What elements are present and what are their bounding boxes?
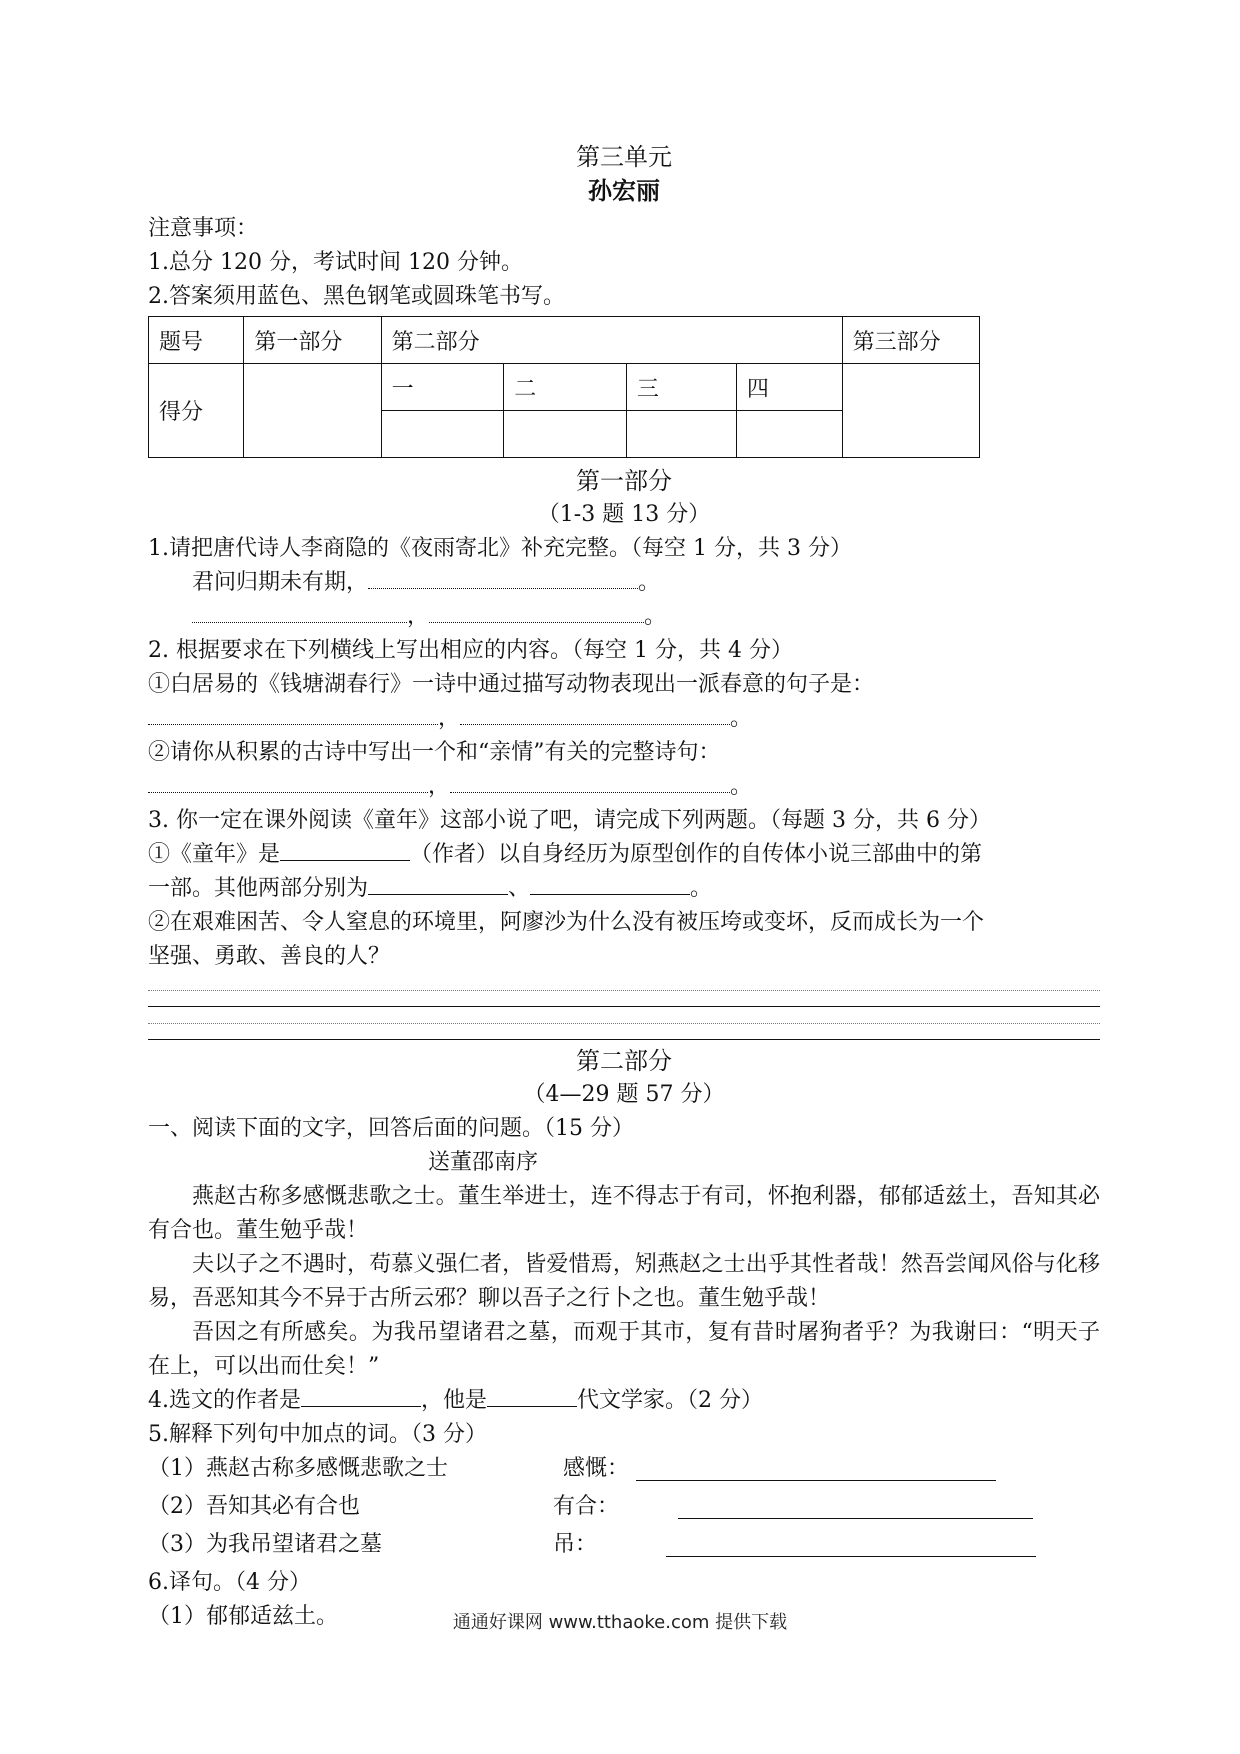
sub-header-3: 三	[626, 364, 736, 411]
q2-sub2-answer	[148, 770, 1100, 804]
q1-blank-1[interactable]	[368, 566, 638, 589]
q2-sub1: ①白居易的《钱塘湖春行》一诗中通过描写动物表现出一派春意的句子是：	[148, 672, 875, 697]
q5-sentence-3: （3）为我吊望诸君之墓	[148, 1532, 382, 1557]
author-name: 孙宏丽	[588, 176, 660, 205]
sub-score-cell-4[interactable]	[736, 411, 842, 458]
unit-title: 第三单元	[576, 143, 672, 171]
q4-dynasty-blank[interactable]	[487, 1384, 577, 1407]
q5-item-1	[148, 1452, 1100, 1486]
q1-blank-3[interactable]	[429, 600, 644, 623]
section1-heading: 一、阅读下面的文字，回答后面的问题。（15 分）	[148, 1116, 634, 1141]
q4-prefix: 4.选文的作者是	[148, 1388, 301, 1413]
q6-item-1: （1）郁郁适兹土。	[148, 1604, 338, 1629]
sub-header-4: 四	[736, 364, 842, 411]
q1-period-1: 。	[638, 570, 661, 595]
passage-paragraph-1: 燕赵古称多感慨悲歌之士。董生举进士，连不得志于有司，怀抱利器，郁郁适兹土，吾知其必有合也。董生勉乎哉！	[148, 1184, 1100, 1243]
note-item-1: 1.总分 120 分，考试时间 120 分钟。	[148, 250, 523, 275]
part1-header: 第一部分	[244, 317, 381, 364]
q5-word-3: 吊：	[553, 1532, 598, 1557]
passage-title: 送董邵南序	[428, 1150, 539, 1175]
q5-blank-1[interactable]	[636, 1458, 996, 1481]
q1-comma: ，	[407, 604, 430, 629]
q3-author-blank[interactable]	[280, 838, 410, 861]
q1-blank-2[interactable]	[192, 600, 407, 623]
q2-blank-3[interactable]	[148, 770, 428, 793]
q1-period-2: 。	[644, 604, 667, 629]
q3-sep: 、	[508, 876, 531, 901]
q3-book-blank-1[interactable]	[368, 872, 508, 895]
q3-sub2: ②在艰难困苦、令人窒息的环境里，阿廖沙为什么没有被压垮或变坏，反而成长为一个	[148, 910, 985, 935]
q2-blank-2[interactable]	[460, 702, 730, 725]
part2-title: 第二部分	[576, 1047, 672, 1075]
q2-stem: 2. 根据要求在下列横线上写出相应的内容。（每空 1 分，共 4 分）	[148, 638, 793, 663]
part1-subtitle: （1-3 题 13 分）	[537, 502, 711, 527]
score-table	[148, 316, 980, 458]
sub-header-1: 一	[381, 364, 504, 411]
part2-subtitle: （4—29 题 57 分）	[523, 1082, 725, 1107]
q5-word-2: 有合：	[553, 1494, 620, 1519]
q5-blank-2[interactable]	[678, 1496, 1033, 1519]
q5-blank-3[interactable]	[666, 1534, 1036, 1557]
q1-line1-prefix: 君问归期未有期，	[192, 570, 369, 595]
passage-paragraph-2: 夫以子之不遇时，苟慕义强仁者，皆爱惜焉，矧燕赵之士出乎其性者哉！然吾尝闻风俗与化移易，吾恶知其今不异于古所云邪？聊以吾子之行卜之也。董生勉乎哉！	[148, 1252, 1100, 1311]
note-item-2: 2.答案须用蓝色、黑色钢笔或圆珠笔书写。	[148, 284, 565, 309]
q2-comma-2: ，	[428, 774, 451, 799]
q2-period-1: 。	[730, 706, 753, 731]
q3-stem: 3. 你一定在课外阅读《童年》这部小说了吧，请完成下列两题。（每题 3 分，共 6 分）	[148, 808, 991, 833]
part1-title: 第一部分	[576, 467, 672, 495]
q3-book-blank-2[interactable]	[530, 872, 690, 895]
sub-score-cell-3[interactable]	[626, 411, 736, 458]
q3-sub1-prefix: ①《童年》是	[148, 842, 281, 867]
part3-score-cell[interactable]	[842, 364, 979, 458]
part2-header: 第二部分	[381, 317, 842, 364]
q4	[148, 1384, 1100, 1418]
q5-item-2	[148, 1490, 1100, 1524]
q2-period-2: 。	[730, 774, 753, 799]
q2-blank-4[interactable]	[450, 770, 730, 793]
q4-mid: ，他是	[421, 1388, 488, 1413]
q5-sentence-1: （1）燕赵古称多感慨悲歌之士	[148, 1456, 448, 1481]
footer-download-note: 通通好课网 www.tthaoke.com 提供下载	[452, 1612, 788, 1633]
q2-blank-1[interactable]	[148, 702, 438, 725]
q5-item-3	[148, 1528, 1100, 1562]
col-label: 题号	[149, 317, 244, 364]
q4-suffix: 代文学家。（2 分）	[577, 1388, 764, 1413]
q1-line2	[148, 600, 1100, 634]
q3-sub1-cont	[148, 872, 1100, 906]
q3-sub2-cont: 坚强、勇敢、善良的人？	[148, 944, 391, 969]
q4-author-blank[interactable]	[301, 1384, 421, 1407]
sub-score-cell-1[interactable]	[381, 411, 504, 458]
q1-stem: 1.请把唐代诗人李商隐的《夜雨寄北》补充完整。（每空 1 分，共 3 分）	[148, 536, 852, 561]
exam-page	[148, 140, 1100, 1634]
q2-sub2: ②请你从积累的古诗中写出一个和“亲情”有关的完整诗句：	[148, 740, 721, 765]
part3-header: 第三部分	[842, 317, 979, 364]
q3-sub1-mid: （作者）以自身经历为原型创作的自传体小说三部曲中的第	[410, 842, 983, 867]
sub-score-cell-2[interactable]	[504, 411, 627, 458]
q3-answer-line-2[interactable]	[148, 1007, 1100, 1040]
q5-stem: 5.解释下列句中加点的词。（3 分）	[148, 1422, 487, 1447]
q6-stem: 6.译句。（4 分）	[148, 1570, 311, 1595]
sub-header-2: 二	[504, 364, 627, 411]
q3-sub1-cont-text: 一部。其他两部分别为	[148, 876, 369, 901]
passage-paragraph-3: 吾因之有所感矣。为我吊望诸君之墓，而观于其市，复有昔时屠狗者乎？为我谢曰：“明天子在上，可以出而仕矣！”	[148, 1320, 1100, 1379]
q3-period: 。	[690, 876, 713, 901]
part1-score-cell[interactable]	[244, 364, 381, 458]
q3-sub1	[148, 838, 1100, 872]
q1-line1	[148, 566, 1100, 600]
q5-sentence-2: （2）吾知其必有合也	[148, 1494, 360, 1519]
q2-comma-1: ，	[438, 706, 461, 731]
q5-word-1: 感慨：	[563, 1456, 630, 1481]
q2-sub1-answer	[148, 702, 1100, 736]
q3-answer-line-1[interactable]	[148, 974, 1100, 1007]
notes-label: 注意事项：	[148, 216, 259, 241]
row-label: 得分	[149, 364, 244, 458]
